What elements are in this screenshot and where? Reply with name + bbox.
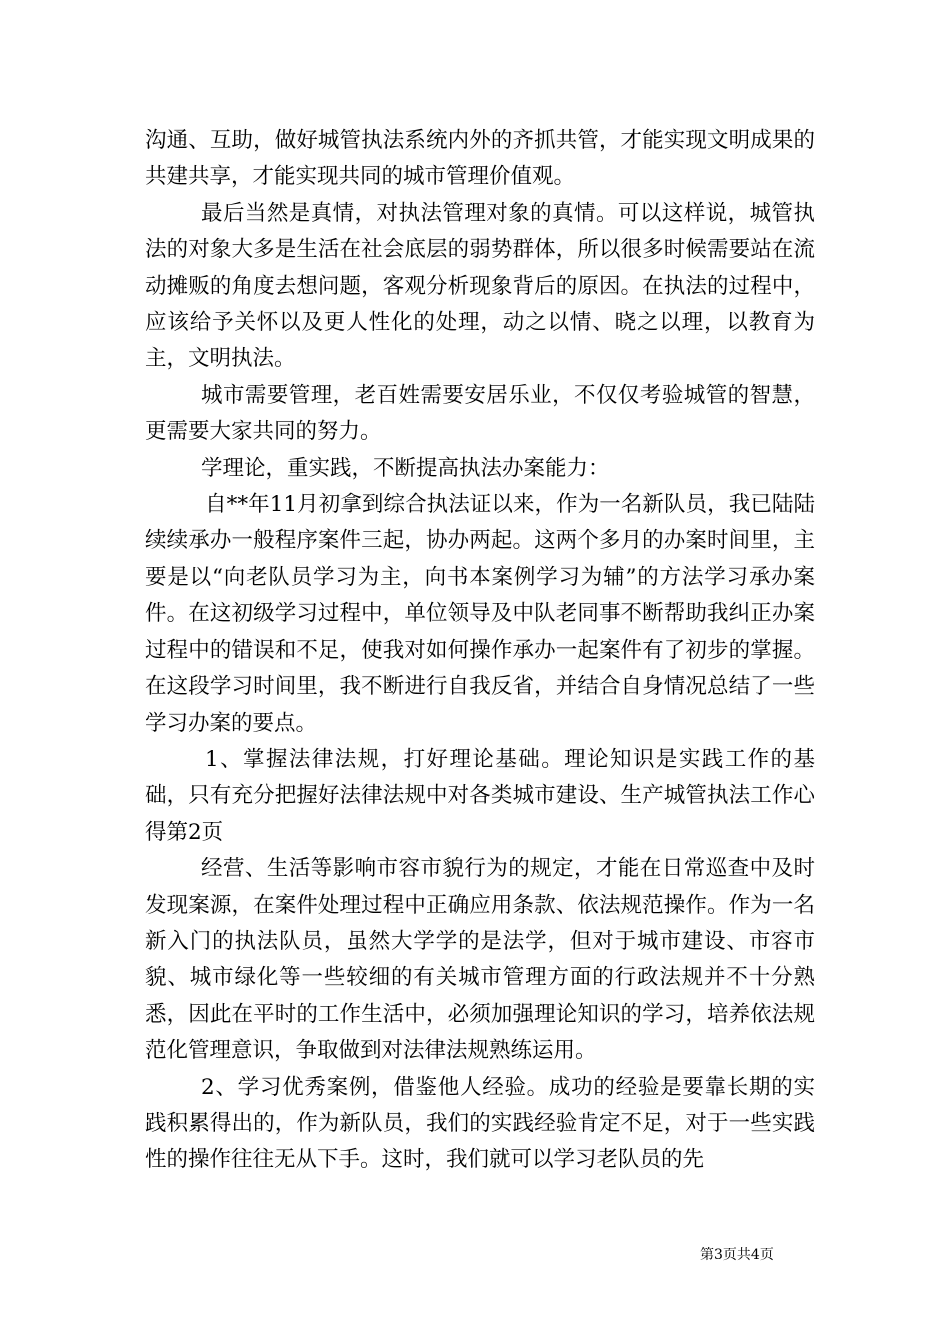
document-body [145,123,815,1179]
paragraph-3: 城市需要管理，老百姓需要安居乐业，不仅仅考验城管的智慧，更需要大家共同的努力。 [145,382,815,445]
paragraph-6: 经营、生活等影响市容市貌行为的规定，才能在日常巡查中及时发现案源，在案件处理过程中正确应用条款、依法规范操作。作为一名新入门的执法队员，虽然大学学的是法学，但对于城市建设、市容市貌、城市绿化等一些较细的有关城市管理方面的行政法规并不十分熟悉，因此在平时的工作生活中，必须加强理论知识的学习，培养依法规范化管理意识，争取做到对法律法规熟练运用。 [145,856,815,1064]
paragraph-1: 沟通、互助，做好城管执法系统内外的齐抓共管，才能实现文明成果的共建共享，才能实现共同的城市管理价值观。 [145,128,815,190]
paragraph-2: 最后当然是真情，对执法管理对象的真情。可以这样说，城管执法的对象大多是生活在社会底层的弱势群体，所以很多时候需要站在流动摊贩的角度去想问题，客观分析现象背后的原因。在执法的过程中，应该给予关怀以及更人性化的处理，动之以情、晓之以理，以教育为主，文明执法。 [145,200,815,372]
paragraph-5: 1、掌握法律法规，打好理论基础。理论知识是实践工作的基础，只有充分把握好法律法规中对各类城市建设、生产城管执法工作心得第2页 [145,746,815,845]
paragraph-7: 2、学习优秀案例，借鉴他人经验。成功的经验是要靠长期的实践积累得出的，作为新队员，我们的实践经验肯定不足，对于一些实践性的操作往往无从下手。这时，我们就可以学习老队员的先 [145,1074,815,1173]
paragraph-4: 自**年11月初拿到综合执法证以来，作为一名新队员，我已陆陆续续承办一般程序案件三起，协办两起。这两个多月的办案时间里，主要是以“向老队员学习为主，向书本案例学习为辅”的方法学习承办案件。在这初级学习过程中，单位领导及中队老同事不断帮助我纠正办案过程中的错误和不足，使我对如何操作承办一起案件有了初步的掌握。在这段学习时间里，我不断进行自我反省，并结合自身情况总结了一些学习办案的要点。 [145,492,815,736]
page-number: 第3页共4页 [700,1247,774,1263]
section-heading: 学理论，重实践，不断提高执法办案能力： [201,455,610,481]
